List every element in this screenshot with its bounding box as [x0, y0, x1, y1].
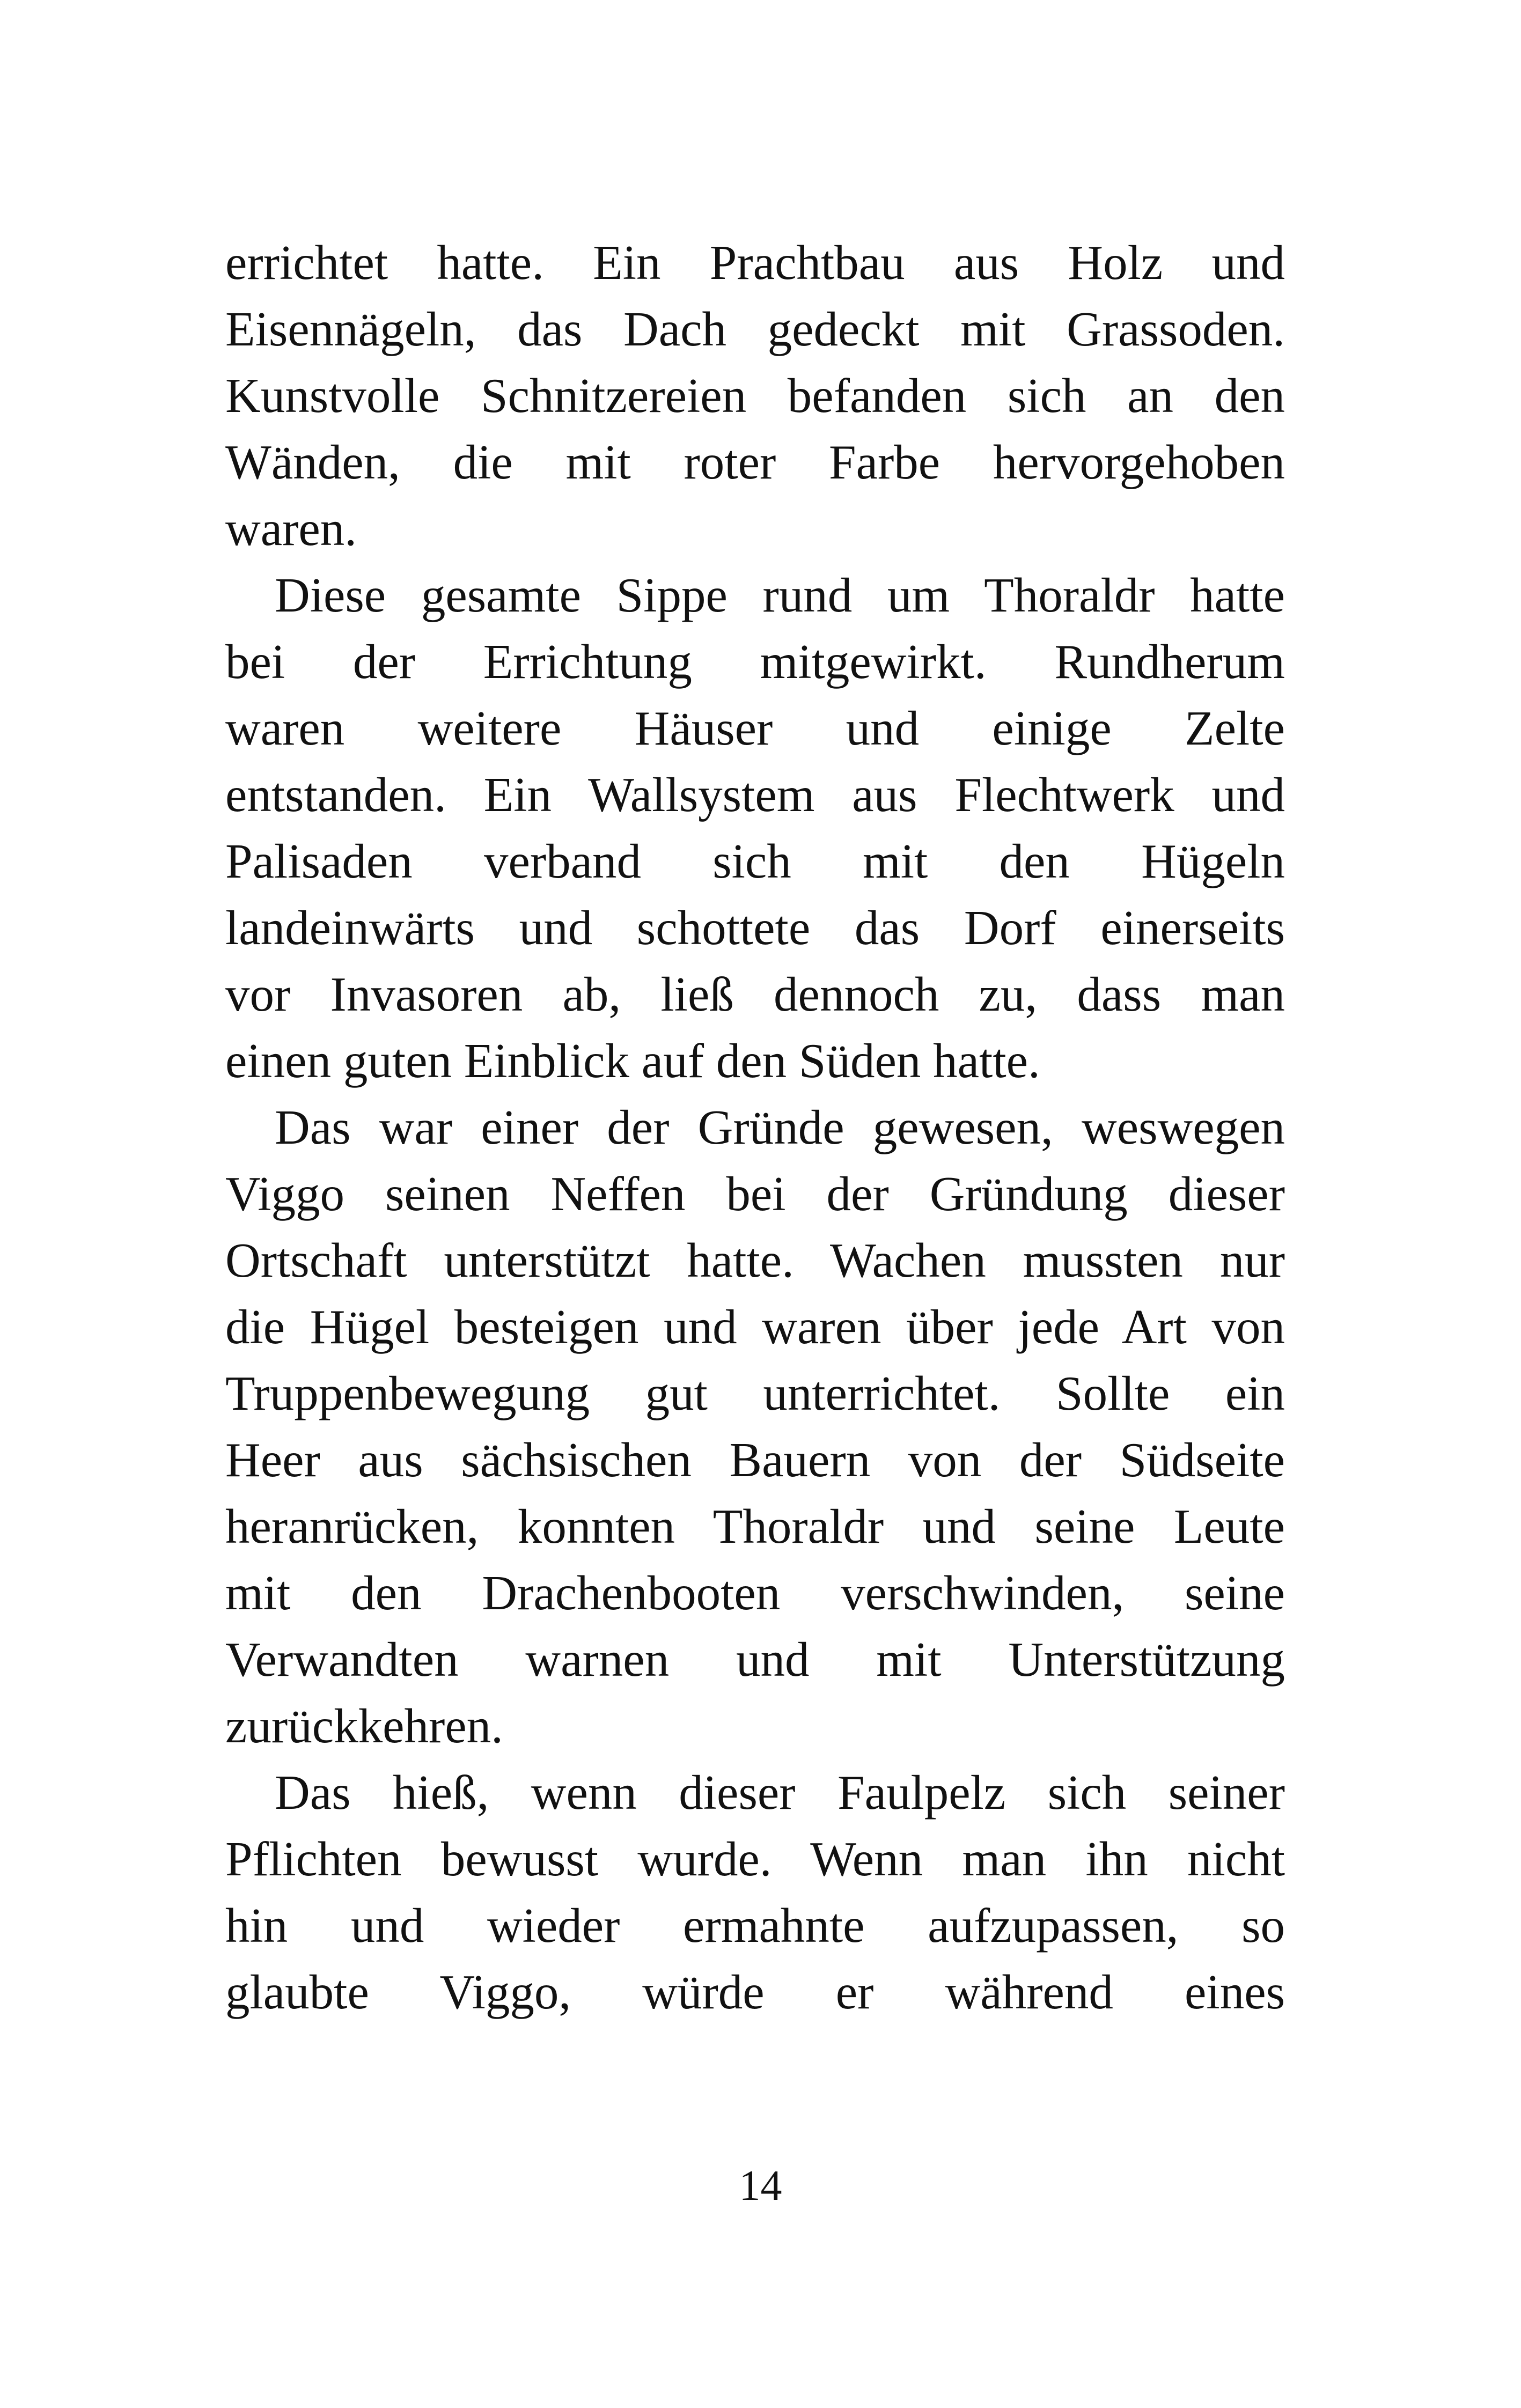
text-line: die Hügel besteigen und waren über jede Art von [225, 1300, 1285, 1354]
text-line: waren. [225, 502, 357, 556]
text-line: Viggo seinen Neffen bei der Gründung dieser [225, 1167, 1285, 1221]
text-line: Eisennägeln, das Dach gedeckt mit Grassoden. [225, 302, 1285, 356]
text-line: bei der Errichtung mitgewirkt. Rundherum [225, 635, 1285, 689]
text-line: landeinwärts und schottete das Dorf einerseits [225, 901, 1285, 955]
text-line: vor Invasoren ab, ließ dennoch zu, dass man [225, 967, 1285, 1021]
text-line: Verwandten warnen und mit Unterstützung [225, 1632, 1285, 1687]
text-line: Diese gesamte Sippe rund um Thoraldr hatte [275, 568, 1285, 622]
text-line: heranrücken, konnten Thoraldr und seine Leute [225, 1499, 1285, 1553]
text-line: Truppenbewegung gut unterrichtet. Sollte ein [225, 1366, 1285, 1420]
text-line: Wänden, die mit roter Farbe hervorgehoben [225, 435, 1285, 489]
text-line: Pflichten bewusst wurde. Wenn man ihn nicht [225, 1832, 1285, 1886]
text-line: Das hieß, wenn dieser Faulpelz sich seiner [275, 1765, 1285, 1820]
body-text [225, 230, 1285, 2026]
text-line: Ortschaft unterstützt hatte. Wachen mussten nur [225, 1233, 1285, 1287]
text-line: Palisaden verband sich mit den Hügeln [225, 834, 1285, 888]
text-line: hin und wieder ermahnte aufzupassen, so [225, 1898, 1285, 1953]
text-line: Heer aus sächsischen Bauern von der Südseite [225, 1433, 1285, 1487]
text-line: zurückkehren. [225, 1699, 503, 1753]
page-number: 14 [739, 2162, 782, 2210]
text-line: mit den Drachenbooten verschwinden, seine [225, 1566, 1285, 1620]
text-line: entstanden. Ein Wallsystem aus Flechtwerk und [225, 768, 1285, 822]
text-line: einen guten Einblick auf den Süden hatte. [225, 1034, 1040, 1088]
text-line: waren weitere Häuser und einige Zelte [225, 701, 1285, 755]
text-line: Das war einer der Gründe gewesen, weswegen [275, 1100, 1285, 1154]
text-line: Kunstvolle Schnitzereien befanden sich an den [225, 369, 1285, 423]
text-line: errichtet hatte. Ein Prachtbau aus Holz und [225, 235, 1285, 290]
text-line: glaubte Viggo, würde er während eines [225, 1965, 1285, 2019]
